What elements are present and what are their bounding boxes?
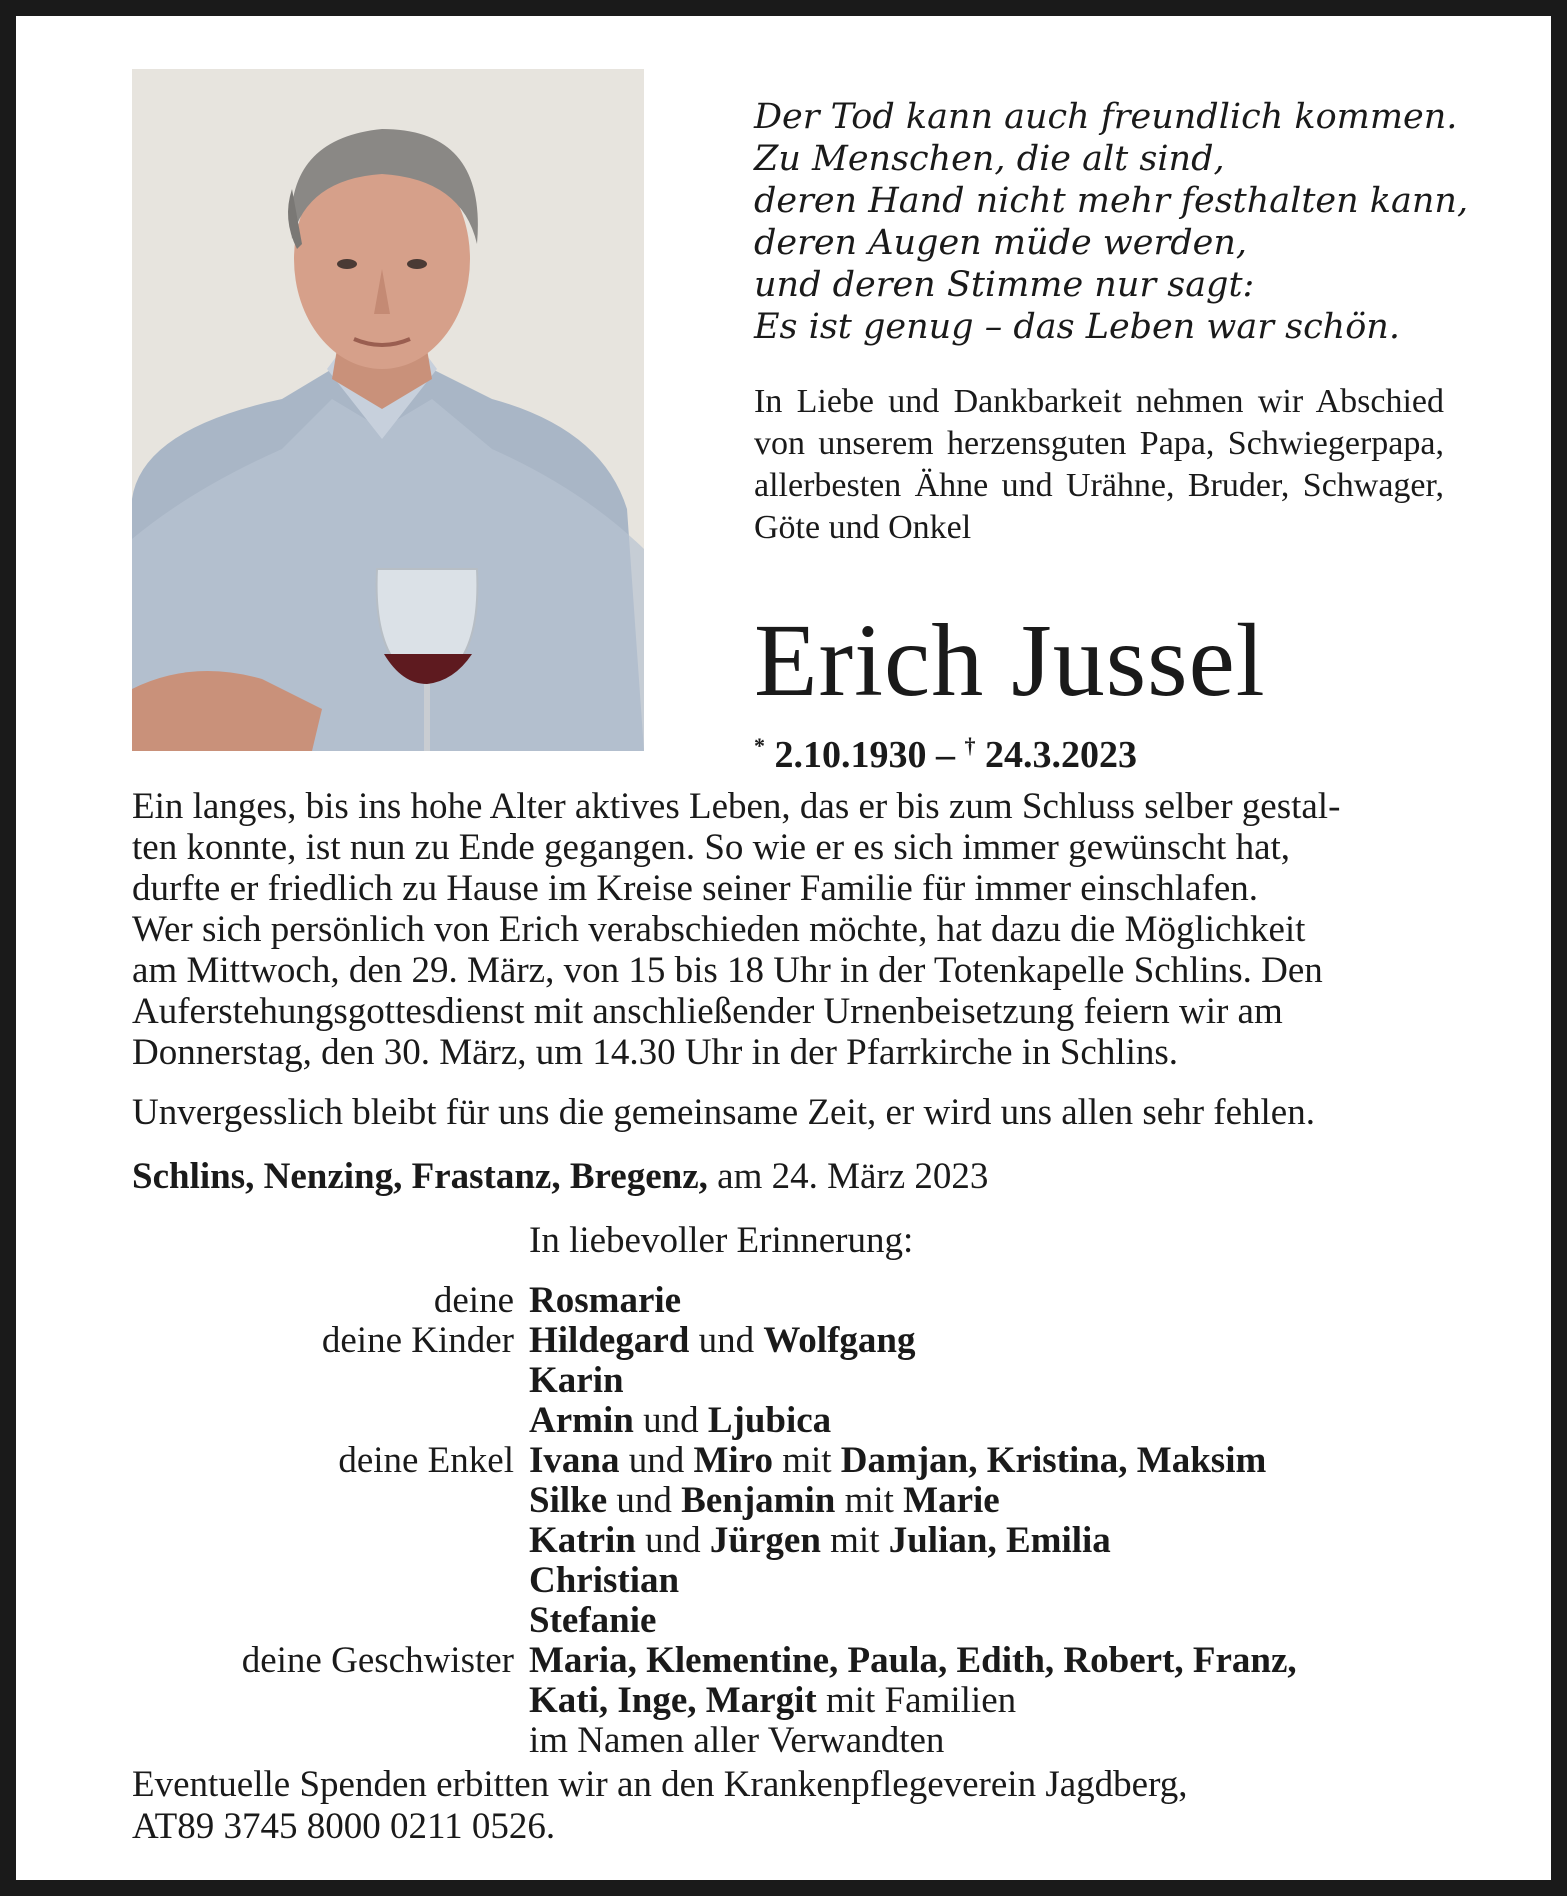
remembrance-line: Unvergesslich bleibt für uns die gemeinsame Zeit, er wird uns allen sehr fehlen. bbox=[132, 1092, 1315, 1133]
place-towns: Schlins, Nenzing, Frastanz, Bregenz, bbox=[132, 1156, 708, 1197]
poem-line: deren Augen müde werden, bbox=[754, 223, 1247, 263]
sibling-families: mit Familien bbox=[816, 1680, 1017, 1721]
connector: mit bbox=[835, 1480, 904, 1521]
portrait-photo bbox=[132, 69, 644, 751]
label-wife: deine bbox=[433, 1280, 514, 1321]
partner-name: Miro bbox=[693, 1440, 773, 1481]
grandchild-name: Ivana bbox=[529, 1440, 620, 1481]
grandchildren-line bbox=[529, 1561, 679, 1601]
farewell-text: In Liebe und Dankbarkeit nehmen wir Abschied von unserem herzensguten Papa, Schwiegerpapa, allerbesten Ähne und Urähne, Bruder, Schwager, Göte und Onkel bbox=[754, 383, 1444, 546]
child-name: Karin bbox=[529, 1360, 624, 1401]
child-name: Hildegard bbox=[529, 1320, 690, 1361]
poem-line: Es ist genug – das Leben war schön. bbox=[754, 307, 1400, 347]
life-dates bbox=[754, 724, 1137, 777]
death-date: 24.3.2023 bbox=[985, 734, 1137, 776]
place-date: am 24. März 2023 bbox=[707, 1156, 989, 1197]
children-line bbox=[529, 1321, 915, 1361]
children-line bbox=[529, 1401, 831, 1441]
connector: mit bbox=[820, 1520, 889, 1561]
date-separator: – bbox=[936, 734, 955, 776]
label-siblings: deine Geschwister bbox=[241, 1640, 514, 1681]
poem-line: Zu Menschen, die alt sind, bbox=[754, 139, 1225, 179]
wife-name-line bbox=[529, 1281, 681, 1321]
donation-note: Eventuelle Spenden erbitten wir an den Krankenpflegeverein Jagdberg, AT89 3745 8000 0211 0526. bbox=[132, 1764, 1188, 1847]
closing-line: im Namen aller Verwandten bbox=[529, 1720, 945, 1761]
birth-symbol: * bbox=[754, 733, 765, 758]
memory-heading: In liebevoller Erinnerung: bbox=[529, 1220, 914, 1261]
grandchild-name: Christian bbox=[529, 1560, 680, 1601]
poem-line: deren Hand nicht mehr festhalten kann, bbox=[754, 181, 1469, 221]
poem-line: und deren Stimme nur sagt: bbox=[754, 265, 1255, 305]
obituary-body: Ein langes, bis ins hohe Alter aktives Leben, das er bis zum Schluss selber gestal- ten konnte, ist nun zu Ende gegangen. So wie er es sich immer gewünscht hat, durfte er friedlich zu Hause im Kreise seiner Familie für immer einschlafen. Wer sich persönlich von Erich verabschieden möchte, hat dazu die Möglichkeit am Mittwoch, den 29. März, von 15 bis 18 Uhr in der Totenkapelle Schlins. Den Auferstehungsgottesdienst mit anschließender Urnenbeisetzung feiern wir am Donnerstag, den 30. März, um 14.30 Uhr in der Pfarrkirche in Schlins. bbox=[132, 786, 1341, 1073]
grandchildren-line bbox=[529, 1441, 1266, 1481]
partner-name: Jürgen bbox=[709, 1520, 821, 1561]
poem-line: Der Tod kann auch freundlich kommen. bbox=[754, 97, 1458, 137]
deceased-name: Erich Jussel bbox=[754, 603, 1266, 718]
grandchild-name: Katrin bbox=[529, 1520, 636, 1561]
connector: und bbox=[619, 1440, 694, 1481]
obituary-page bbox=[16, 16, 1551, 1880]
grandchildren-line bbox=[529, 1601, 656, 1641]
children-line bbox=[529, 1361, 624, 1401]
connector: und bbox=[689, 1320, 764, 1361]
siblings-line bbox=[529, 1681, 1016, 1721]
place-date-line bbox=[132, 1156, 1444, 1198]
connector: und bbox=[633, 1400, 708, 1441]
grandchild-name: Stefanie bbox=[529, 1600, 657, 1641]
wife-name: Rosmarie bbox=[529, 1280, 682, 1321]
siblings-line bbox=[529, 1641, 1297, 1681]
partner-name: Benjamin bbox=[681, 1480, 836, 1521]
label-grandchildren: deine Enkel bbox=[338, 1440, 514, 1481]
grandchildren-line bbox=[529, 1521, 1111, 1561]
sibling-names: Maria, Klementine, Paula, Edith, Robert, Franz, bbox=[529, 1640, 1297, 1681]
connector: mit bbox=[772, 1440, 841, 1481]
child-name: Armin bbox=[529, 1400, 634, 1441]
label-children: deine Kinder bbox=[321, 1320, 514, 1361]
death-symbol: † bbox=[964, 733, 976, 758]
partner-name: Wolfgang bbox=[763, 1320, 916, 1361]
great-grandchildren: Julian, Emilia bbox=[888, 1520, 1111, 1561]
partner-name: Ljubica bbox=[707, 1400, 832, 1441]
poem bbox=[754, 96, 1474, 348]
grandchild-name: Silke bbox=[529, 1480, 608, 1521]
grandchildren-line bbox=[529, 1481, 1000, 1521]
portrait-illustration bbox=[132, 69, 644, 751]
sibling-names: Kati, Inge, Margit bbox=[529, 1680, 817, 1721]
birth-date: 2.10.1930 bbox=[774, 734, 927, 776]
connector: und bbox=[607, 1480, 682, 1521]
great-grandchildren: Marie bbox=[903, 1480, 1000, 1521]
connector: und bbox=[635, 1520, 710, 1561]
great-grandchildren: Damjan, Kristina, Maksim bbox=[840, 1440, 1267, 1481]
